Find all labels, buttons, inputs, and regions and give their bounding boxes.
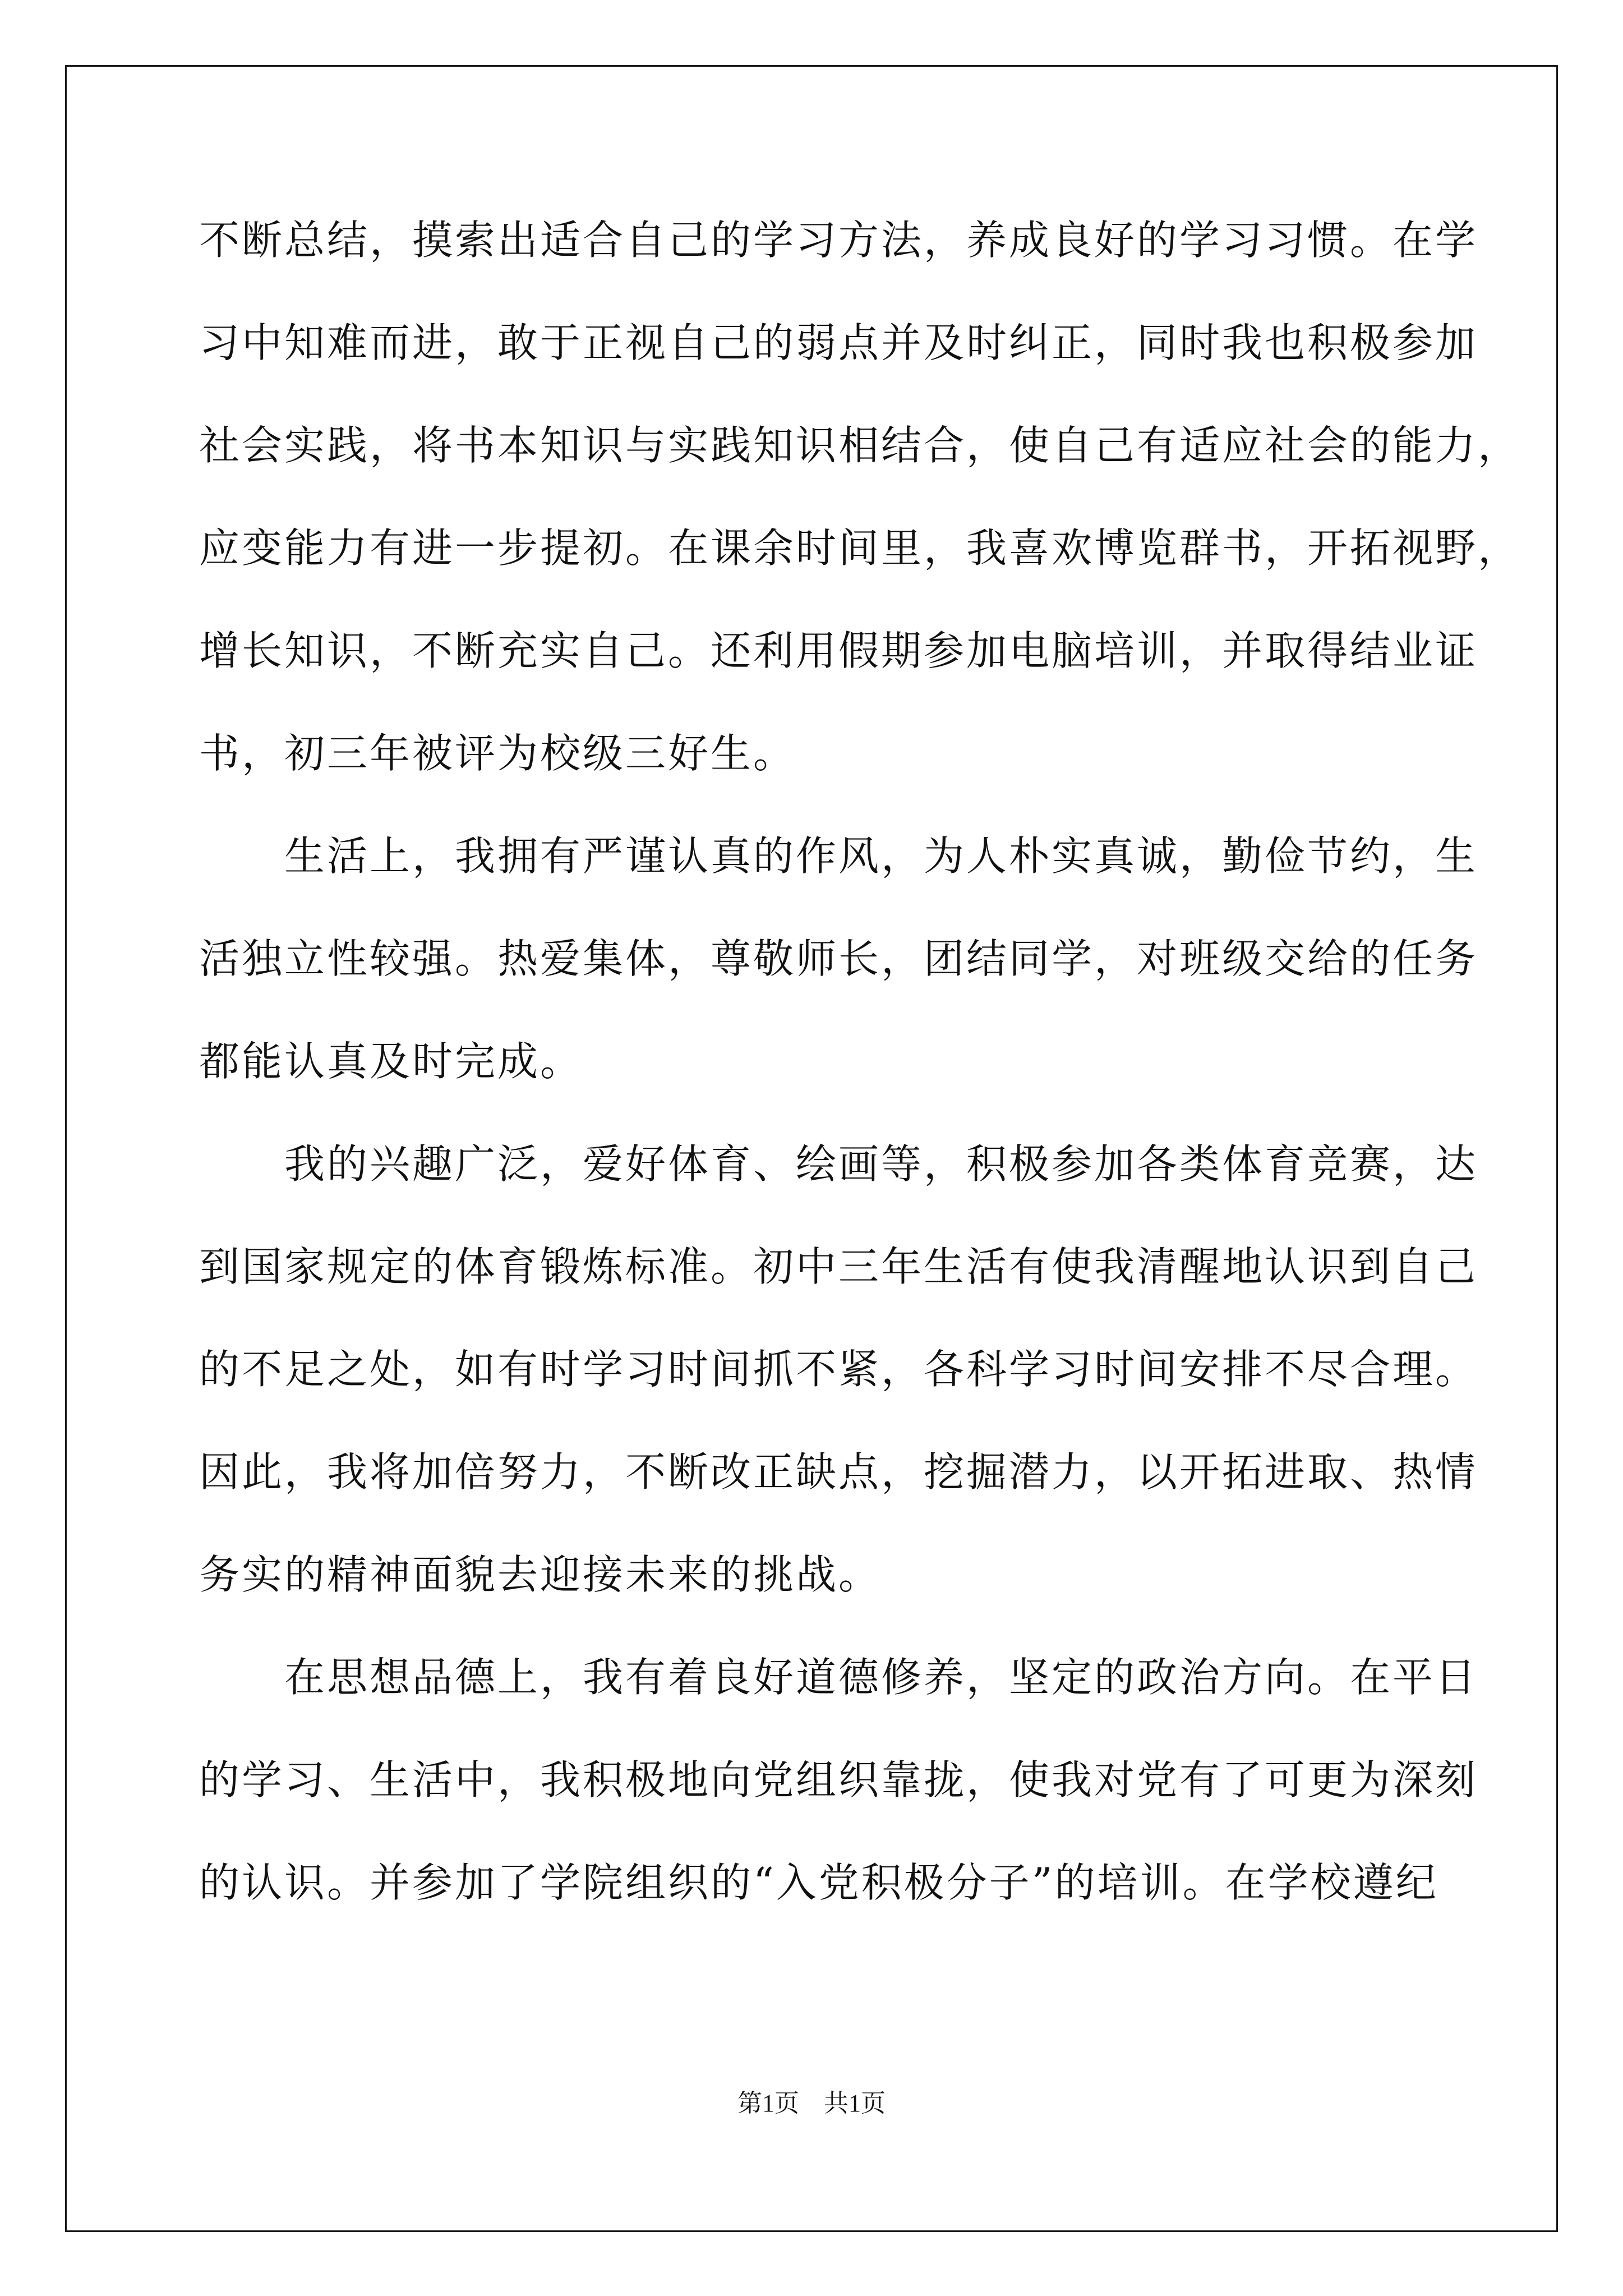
text-line: 活独立性较强。热爱集体，尊敬师长，团结同学，对班级交给的任务	[199, 935, 1478, 982]
text-line: 应变能力有进一步提初。在课余时间里，我喜欢博览群书，开拓视野，	[199, 524, 1521, 572]
text-line: 习中知难而进，敢于正视自己的弱点并及时纠正，同时我也积极参加	[199, 319, 1478, 366]
text-line: 生活上，我拥有严谨认真的作风，为人朴实真诚，勤俭节约，生	[199, 832, 1478, 880]
text-line: 的学习、生活中，我积极地向党组织靠拢，使我对党有了可更为深刻	[199, 1756, 1478, 1803]
text-line: 务实的精神面貌去迎接未来的挑战。	[199, 1551, 882, 1598]
text-line: 书，初三年被评为校级三好生。	[199, 730, 796, 777]
text-line: 到国家规定的体育锻炼标准。初中三年生活有使我清醒地认识到自己	[199, 1243, 1478, 1290]
page-number-current: 第1页	[737, 2090, 799, 2117]
text-line: 的认识。并参加了学院组织的“入党积极分子”的培训。在学校遵纪	[199, 1859, 1438, 1906]
text-line: 我的兴趣广泛，爱好体育、绘画等，积极参加各类体育竞赛，达	[199, 1140, 1478, 1188]
text-line: 在思想品德上，我有着良好道德修养，坚定的政治方向。在平日	[199, 1654, 1478, 1701]
text-line: 社会实践，将书本知识与实践知识相结合，使自己有适应社会的能力，	[199, 422, 1521, 469]
text-line: 因此，我将加倍努力，不断改正缺点，挖掘潜力，以开拓进取、热情	[199, 1448, 1478, 1496]
text-line: 增长知识，不断充实自己。还利用假期参加电脑培训，并取得结业证	[199, 627, 1478, 674]
page-number-total: 共1页	[824, 2090, 886, 2117]
text-line: 都能认真及时完成。	[199, 1038, 583, 1085]
text-line: 的不足之处，如有时学习时间抓不紧，各科学习时间安排不尽合理。	[199, 1346, 1478, 1393]
page-footer	[0, 2088, 1623, 2119]
text-line: 不断总结，摸索出适合自己的学习方法，养成良好的学习习惯。在学	[199, 217, 1478, 264]
